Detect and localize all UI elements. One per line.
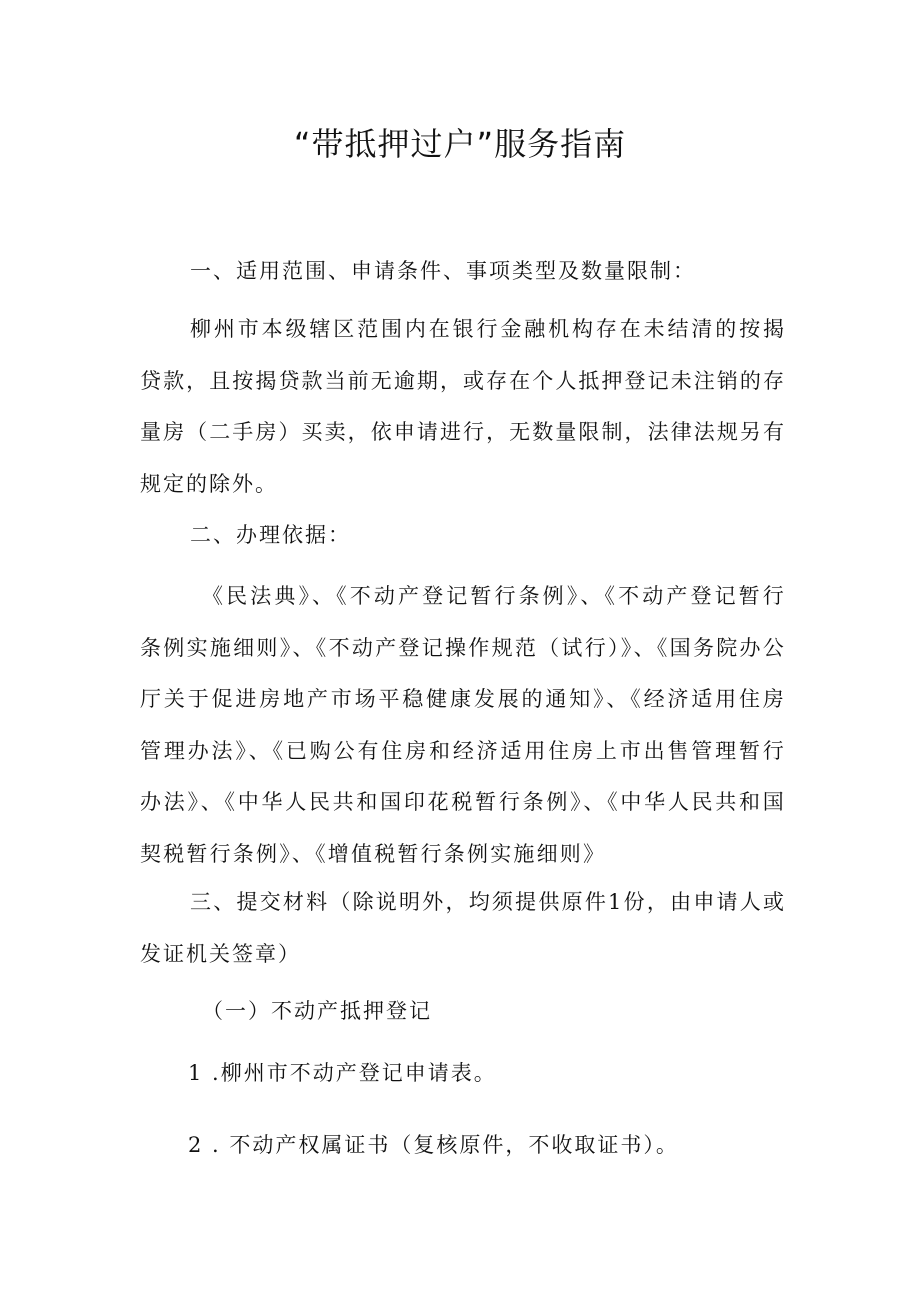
list-item: 2 . 不动产权属证书（复核原件，不收取证书）。	[188, 1133, 679, 1157]
section-heading-scope: 一、适用范围、申请条件、事项类型及数量限制：	[190, 259, 696, 283]
list-item: 1 .柳州市不动产登记申请表。	[188, 1061, 497, 1085]
subsection-heading-mortgage: （一）不动产抵押登记	[202, 999, 432, 1023]
document-title: “带抵押过户”服务指南	[293, 125, 627, 163]
section-body-basis: 《民法典》、《不动产登记暂行条例》、《不动产登记暂行条例实施细则》、《不动产登记操作规范（试行）》、《国务院办公厅关于促进房地产市场平稳健康发展的通知》、《经济适用住房管理办法》、《已购公有住房和经济适用住房上市出售管理暂行办法》、《中华人民共和国印花税暂行条例》、《中华人民共和国契税暂行条例》、《增值税暂行条例实施细则》	[140, 584, 786, 866]
section-heading-materials: 三、提交材料（除说明外，均须提供原件1份，由申请人或发证机关签章）	[140, 890, 786, 966]
section-body-scope: 柳州市本级辖区范围内在银行金融机构存在未结清的按揭贷款，且按揭贷款当前无逾期，或存在个人抵押登记未注销的存量房（二手房）买卖，依申请进行，无数量限制，法律法规另有规定的除外。	[140, 317, 786, 496]
section-heading-basis: 二、办理依据：	[190, 523, 351, 547]
